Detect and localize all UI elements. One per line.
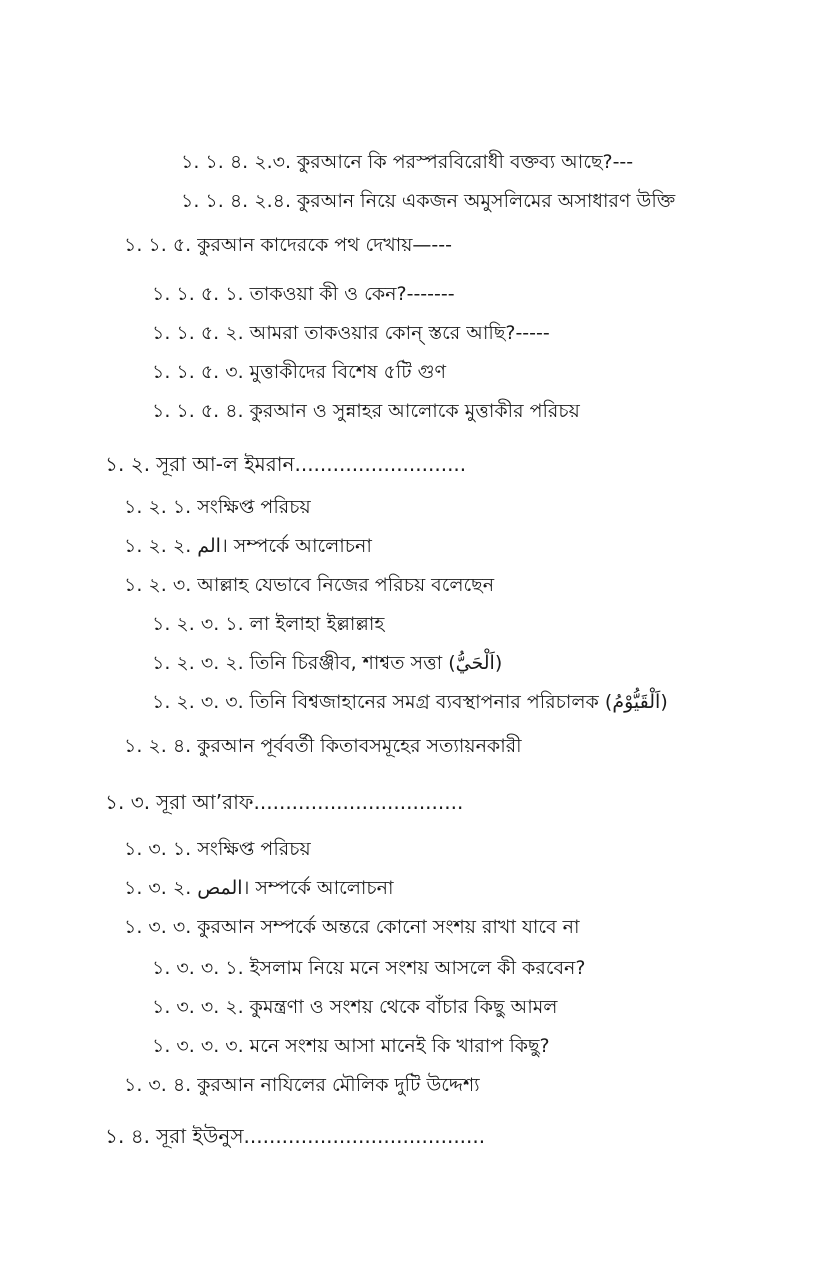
toc-entry[interactable] xyxy=(124,914,580,940)
entry-title: লা ইলাহা ইল্লাল্লাহ xyxy=(249,613,385,635)
entry-number: ১. ৩. ৪. xyxy=(124,1074,192,1096)
toc-entry[interactable] xyxy=(152,320,550,346)
entry-number: ১. ১. ৪. ২.৪. xyxy=(181,190,291,212)
toc-entry[interactable] xyxy=(124,875,394,901)
entry-number: ১. ২. ৩. ৩. xyxy=(152,691,244,713)
entry-title: المص। সম্পর্কে আলোচনা xyxy=(197,877,394,899)
entry-number: ১. ২. ৪. xyxy=(124,735,192,757)
entry-title: কুরআন কাদেরকে পথ দেখায়—--- xyxy=(197,234,452,256)
entry-number: ১. ৩. ২. xyxy=(124,877,192,899)
toc-entry[interactable] xyxy=(152,955,585,981)
section-number: ১. ৪. xyxy=(105,1124,151,1148)
entry-title: الم। সম্পর্কে আলোচনা xyxy=(197,535,372,557)
entry-number: ১. ২. ২. xyxy=(124,535,192,557)
entry-title: কুরআন পূর্ববর্তী কিতাবসমূহের সত্যায়নকারী xyxy=(197,735,522,757)
entry-number: ১. ২. ৩. ১. xyxy=(152,613,244,635)
entry-title: কুরআন নাযিলের মৌলিক দুটি উদ্দেশ্য xyxy=(197,1074,480,1096)
entry-title: তিনি বিশ্বজাহানের সমগ্র ব্যবস্থাপনার পরিচালক (اَلْقَيُّوْمُ) xyxy=(249,691,668,713)
toc-entry[interactable] xyxy=(152,611,384,637)
entry-number: ১. ২. ৩. xyxy=(124,574,192,596)
entry-number: ১. ২. ৩. ২. xyxy=(152,652,244,674)
toc-entry[interactable] xyxy=(152,1033,550,1059)
toc-entry[interactable] xyxy=(152,689,668,715)
entry-number: ১. ১. ৪. ২.৩. xyxy=(181,151,292,173)
entry-title: মুত্তাকীদের বিশেষ ৫টি গুণ xyxy=(249,361,447,383)
toc-section[interactable] xyxy=(105,1123,485,1149)
entry-number: ১. ২. ১. xyxy=(124,496,192,518)
entry-title: আমরা তাকওয়ার কোন্ স্তরে আছি?----- xyxy=(249,322,550,344)
entry-number: ১. ১. ৫. ২. xyxy=(152,322,244,344)
section-number: ১. ২. xyxy=(105,452,151,476)
entry-title: তাকওয়া কী ও কেন?------- xyxy=(249,283,455,305)
toc-entry[interactable] xyxy=(124,572,494,598)
toc-entry[interactable] xyxy=(152,650,502,676)
toc-entry[interactable] xyxy=(152,994,557,1020)
section-title: সূরা ইউনুস...................................... xyxy=(156,1124,486,1148)
toc-entry[interactable] xyxy=(124,1072,480,1098)
section-title: সূরা আ’রাফ................................. xyxy=(156,790,464,814)
toc-entry[interactable] xyxy=(124,533,372,559)
entry-number: ১. ১. ৫. ১. xyxy=(152,283,244,305)
toc-entry[interactable] xyxy=(124,232,452,258)
entry-title: মনে সংশয় আসা মানেই কি খারাপ কিছু? xyxy=(249,1035,550,1057)
entry-title: কুরআন সম্পর্কে অন্তরে কোনো সংশয় রাখা যাবে না xyxy=(197,916,580,938)
toc-section[interactable] xyxy=(105,451,466,477)
toc-entry[interactable] xyxy=(181,188,675,214)
entry-title: সংক্ষিপ্ত পরিচয় xyxy=(197,496,311,518)
entry-number: ১. ১. ৫. xyxy=(124,234,192,256)
toc-entry[interactable] xyxy=(181,149,633,175)
entry-title: কুমন্ত্রণা ও সংশয় থেকে বাঁচার কিছু আমল xyxy=(249,996,558,1018)
toc-entry[interactable] xyxy=(124,494,311,520)
entry-number: ১. ৩. ১. xyxy=(124,838,192,860)
entry-title: কুরআন নিয়ে একজন অমুসলিমের অসাধারণ উক্তি xyxy=(297,190,676,212)
entry-title: কুরআন ও সুন্নাহর আলোকে মুত্তাকীর পরিচয় xyxy=(249,400,580,422)
toc-entry[interactable] xyxy=(124,733,522,759)
entry-title: তিনি চিরঞ্জীব, শাশ্বত সত্তা (اَلْحَيُّ) xyxy=(249,652,503,674)
entry-number: ১. ১. ৫. ৩. xyxy=(152,361,244,383)
entry-number: ১. ৩. ৩. xyxy=(124,916,192,938)
entry-number: ১. ১. ৫. ৪. xyxy=(152,400,244,422)
entry-title: আল্লাহ যেভাবে নিজের পরিচয় বলেছেন xyxy=(197,574,495,596)
entry-number: ১. ৩. ৩. ৩. xyxy=(152,1035,244,1057)
toc-section[interactable] xyxy=(105,789,463,815)
entry-title: সংক্ষিপ্ত পরিচয় xyxy=(197,838,311,860)
toc-entry[interactable] xyxy=(152,398,580,424)
toc-entry[interactable] xyxy=(152,359,446,385)
entry-number: ১. ৩. ৩. ১. xyxy=(152,957,244,979)
entry-title: ইসলাম নিয়ে মনে সংশয় আসলে কী করবেন? xyxy=(249,957,586,979)
section-number: ১. ৩. xyxy=(105,790,151,814)
entry-title: কুরআনে কি পরস্পরবিরোধী বক্তব্য আছে?--- xyxy=(297,151,634,173)
section-title: সূরা আ-ল ইমরান........................... xyxy=(156,452,467,476)
toc-entry[interactable] xyxy=(152,281,455,307)
entry-number: ১. ৩. ৩. ২. xyxy=(152,996,244,1018)
toc-entry[interactable] xyxy=(124,836,311,862)
